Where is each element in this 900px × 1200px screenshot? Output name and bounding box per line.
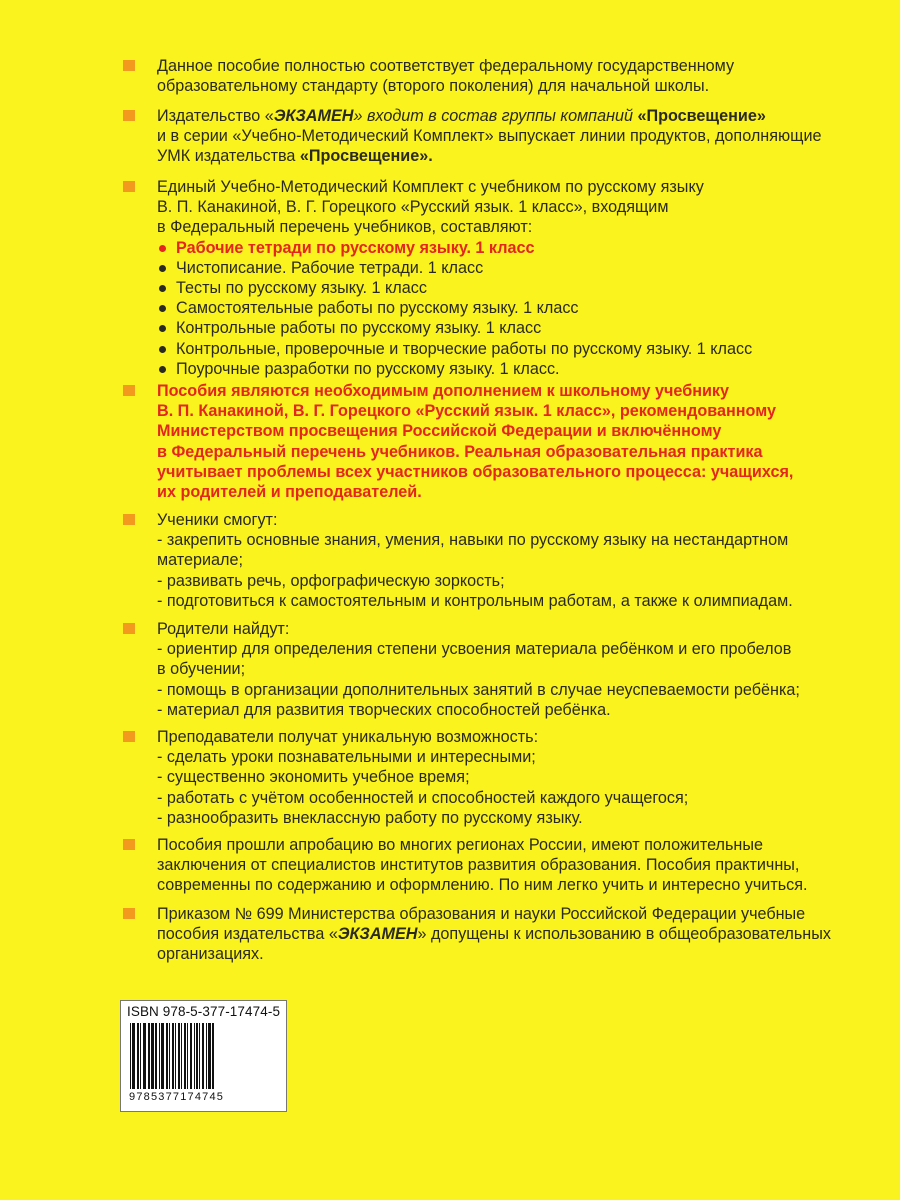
barcode-bar <box>140 1023 141 1089</box>
text-line: - закрепить основные знания, умения, навыки по русскому языку на нестандартном <box>157 531 789 550</box>
barcode-bar <box>155 1023 157 1089</box>
text-line: - работать с учётом особенностей и способностей каждого учащегося; <box>157 788 689 807</box>
square-bullet-icon <box>123 623 135 634</box>
list-item: Контрольные, проверочные и творческие работы по русскому языку. 1 класс <box>157 339 877 359</box>
text-line: - развивать речь, орфографическую зоркость; <box>157 571 505 590</box>
barcode-digits: 9785377174745 <box>129 1091 225 1103</box>
barcode-bar <box>159 1023 160 1089</box>
square-bullet-icon <box>123 839 135 850</box>
bullet-dot-icon <box>159 245 166 252</box>
barcode-bar <box>196 1023 198 1089</box>
bullet-dot-icon <box>159 346 166 353</box>
text-line: в обучении; <box>157 660 246 679</box>
barcode-bar <box>208 1023 211 1089</box>
text-line: учитывает проблемы всех участников образовательного процесса: учащихся, <box>157 462 794 481</box>
list-item: Поурочные разработки по русскому языку. 1 класс. <box>157 359 877 379</box>
barcode-bar <box>151 1023 154 1089</box>
barcode-bar <box>181 1023 182 1089</box>
bullet-dot-icon <box>159 366 166 373</box>
text-line: материале; <box>157 551 244 570</box>
text-line: организациях. <box>157 945 264 964</box>
list-item: Самостоятельные работы по русскому языку. 1 класс <box>157 298 877 318</box>
bullet-dot-icon <box>159 265 166 272</box>
text-line: Родители найдут: <box>157 620 290 638</box>
text-line: заключения от специалистов институтов развития образования. Пособия практичны, <box>157 856 800 875</box>
barcode-bar <box>194 1023 195 1089</box>
barcode-bar <box>178 1023 180 1089</box>
text-line: Приказом № 699 Министерства образования и науки Российской Федерации учебные <box>157 905 806 923</box>
text-line: в Федеральный перечень учебников. Реальная образовательная практика <box>157 442 763 461</box>
text-line: и в серии «Учебно-Методический Комплект» выпускает линии продуктов, дополняющие <box>157 127 822 146</box>
list-item: Чистописание. Рабочие тетради. 1 класс <box>157 258 877 278</box>
barcode-bar <box>148 1023 150 1089</box>
barcode-bar <box>172 1023 174 1089</box>
text-line: - ориентир для определения степени усвоения материала ребёнком и его пробелов <box>157 640 792 659</box>
text-line: в Федеральный перечень учебников, составляют: <box>157 218 533 237</box>
bullet-dot-icon <box>159 285 166 292</box>
barcode-bar <box>169 1023 170 1089</box>
barcode-bar <box>206 1023 207 1089</box>
square-bullet-icon <box>123 731 135 742</box>
isbn-label: ISBN 978-5-377-17474-5 <box>127 1004 281 1019</box>
text-line: - материал для развития творческих способностей ребёнка. <box>157 700 611 719</box>
text-line: пособия издательства «ЭКЗАМЕН» допущены к использованию в общеобразовательных <box>157 925 831 944</box>
square-bullet-icon <box>123 514 135 525</box>
text-line: - существенно экономить учебное время; <box>157 768 470 787</box>
square-bullet-icon <box>123 385 135 396</box>
text-line: Единый Учебно-Методический Комплект с учебником по русскому языку <box>157 178 704 196</box>
square-bullet-icon <box>123 908 135 919</box>
text-line: Ученики смогут: <box>157 511 278 529</box>
isbn-barcode-block <box>120 1000 287 1112</box>
barcode-bar <box>175 1023 176 1089</box>
square-bullet-icon <box>123 181 135 192</box>
square-bullet-icon <box>123 60 135 71</box>
barcode-bar <box>130 1023 131 1089</box>
text-line: Пособия прошли апробацию во многих регионах России, имеют положительные <box>157 836 763 854</box>
list-item: Контрольные работы по русскому языку. 1 класс <box>157 318 877 338</box>
barcode-bar <box>143 1023 146 1089</box>
text-line: Данное пособие полностью соответствует федеральному государственному <box>157 57 735 75</box>
text-line: современны по содержанию и оформлению. По ним легко учить и интересно учиться. <box>157 876 808 895</box>
text-line: их родителей и преподавателей. <box>157 482 422 501</box>
text-line: УМК издательства «Просвещение». <box>157 147 433 166</box>
text-line: В. П. Канакиной, В. Г. Горецкого «Русский язык. 1 класс», рекомендованному <box>157 402 776 421</box>
bullet-dot-icon <box>159 305 166 312</box>
barcode-bar <box>187 1023 188 1089</box>
list-item: Тесты по русскому языку. 1 класс <box>157 278 877 298</box>
barcode-bar <box>202 1023 204 1089</box>
barcode-bar <box>199 1023 200 1089</box>
barcode-bar <box>184 1023 186 1089</box>
text-line: Пособия являются необходимым дополнением к школьному учебнику <box>157 382 730 400</box>
text-line: - сделать уроки познавательными и интересными; <box>157 748 536 767</box>
text-line: - разнообразить внеклассную работу по русскому языку. <box>157 808 583 827</box>
barcode-bar <box>166 1023 168 1089</box>
list-item-highlight: Рабочие тетради по русскому языку. 1 класс <box>157 238 877 258</box>
text-line: В. П. Канакиной, В. Г. Горецкого «Русский язык. 1 класс», входящим <box>157 198 669 217</box>
text-line: - помощь в организации дополнительных занятий в случае неуспеваемости ребёнка; <box>157 680 800 699</box>
barcode-bar <box>212 1023 214 1089</box>
square-bullet-icon <box>123 110 135 121</box>
barcode-icon <box>129 1023 279 1089</box>
barcode-bar <box>161 1023 164 1089</box>
text-line: Издательство «ЭКЗАМЕН» входит в состав группы компаний «Просвещение» <box>157 107 766 125</box>
text-line: Преподаватели получат уникальную возможность: <box>157 728 539 746</box>
text-line: - подготовиться к самостоятельным и контрольным работам, а также к олимпиадам. <box>157 591 793 610</box>
bullet-dot-icon <box>159 325 166 332</box>
text-line: Министерством просвещения Российской Федерации и включённому <box>157 422 722 441</box>
barcode-bar <box>132 1023 135 1089</box>
text-line: образовательному стандарту (второго поколения) для начальной школы. <box>157 77 710 96</box>
barcode-bar <box>137 1023 139 1089</box>
barcode-bar <box>190 1023 192 1089</box>
